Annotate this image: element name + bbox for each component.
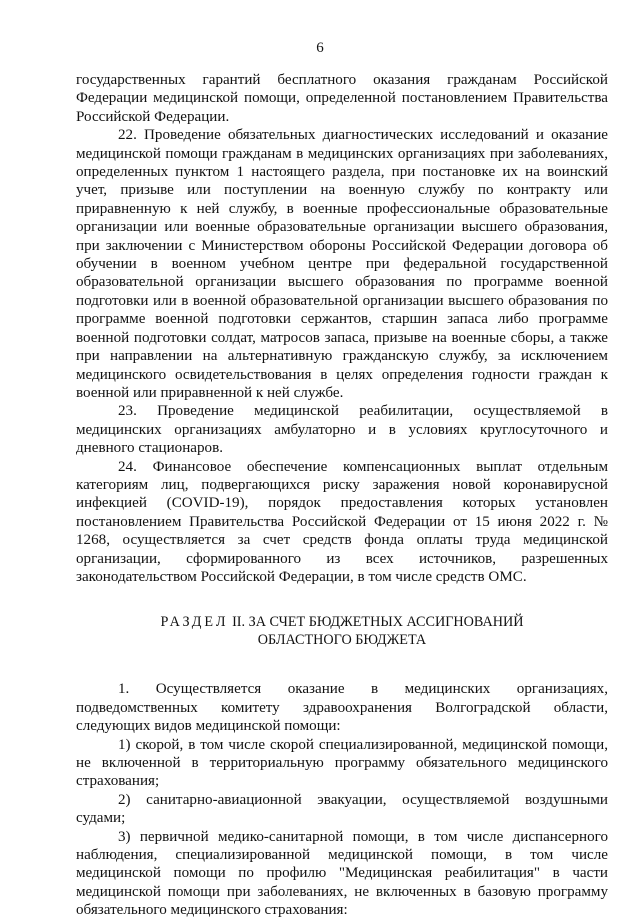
paragraph-item-24: 24. Финансовое обеспечение компенсационных выплат отдельным категориям лиц, подвергающихся риску заражения новой коронавирусной инфекцией (COVID-19), порядок предоставления которых установлен постановлением Правительства Российской Федерации от 15 июня 2022 г. № 1268, осуществляется за счет средств фонда оплаты труда медицинской организации, сформированного из всех источников, разрешенных законодательством Российской Федерации, в том числе средств ОМС. [76, 458, 608, 585]
section-word: РАЗДЕЛ [160, 614, 229, 631]
section-heading-line1 [76, 613, 608, 631]
paragraph-item-23: 23. Проведение медицинской реабилитации, осуществляемой в медицинских организациях амбулаторно и в условиях круглосуточного и дневного стационаров. [76, 403, 608, 457]
section-title-part1: II. ЗА СЧЕТ БЮДЖЕТНЫХ АССИГНОВАНИЙ [232, 614, 524, 631]
list-item-1: 1) скорой, в том числе скорой специализированной, медицинской помощи, не включенной в территориальную программу обязательного медицинского страхования; [76, 736, 608, 790]
paragraph-continuation: государственных гарантий бесплатного оказания гражданам Российской Федерации медицинской помощи, определенной постановлением Правительства Российской Федерации. [76, 72, 608, 125]
document-body [76, 71, 608, 920]
page-number: 6 [316, 40, 324, 56]
section-heading [76, 613, 608, 649]
paragraph-item-1: 1. Осуществляется оказание в медицинских организациях, подведомственных комитету здравоохранения Волгоградской области, следующих видов медицинской помощи: [76, 681, 608, 735]
section-title-part2: ОБЛАСТНОГО БЮДЖЕТА [257, 632, 427, 649]
list-item-3: 3) первичной медико-санитарной помощи, в том числе диспансерного наблюдения, специализированной медицинской помощи, в том числе медицинской помощи по профилю "Медицинская реабилитация" в части медицинской помощи при заболеваниях, не включенных в базовую программу обязательного медицинского страхования: [76, 828, 608, 919]
paragraph-item-22: 22. Проведение обязательных диагностических исследований и оказание медицинской помощи гражданам в медицинских организациях при заболеваниях, определенных пунктом 1 настоящего раздела, при постановке их на воинский учет, призыве или поступлении на военную службу по контракту или приравненную к ней службу, в военные профессиональные образовательные организации или военные образовательные организации высшего образования, при заключении с Министерством обороны Российской Федерации договора об обучении в военном учебном центре при федеральной государственной образовательной организации высшего образования по программе военной подготовки или в военной образовательной организации высшего образования по программе военной подготовки сержантов, старшин запаса либо программе военной подготовки солдат, матросов запаса, призыве на военные сборы, а также при направлении на альтернативную гражданскую службу, за исключением медицинского освидетельствования в целях определения годности граждан к военной или приравненной к ней службе. [76, 127, 608, 401]
list-item-2: 2) санитарно-авиационной эвакуации, осуществляемой воздушными судами; [76, 791, 608, 827]
